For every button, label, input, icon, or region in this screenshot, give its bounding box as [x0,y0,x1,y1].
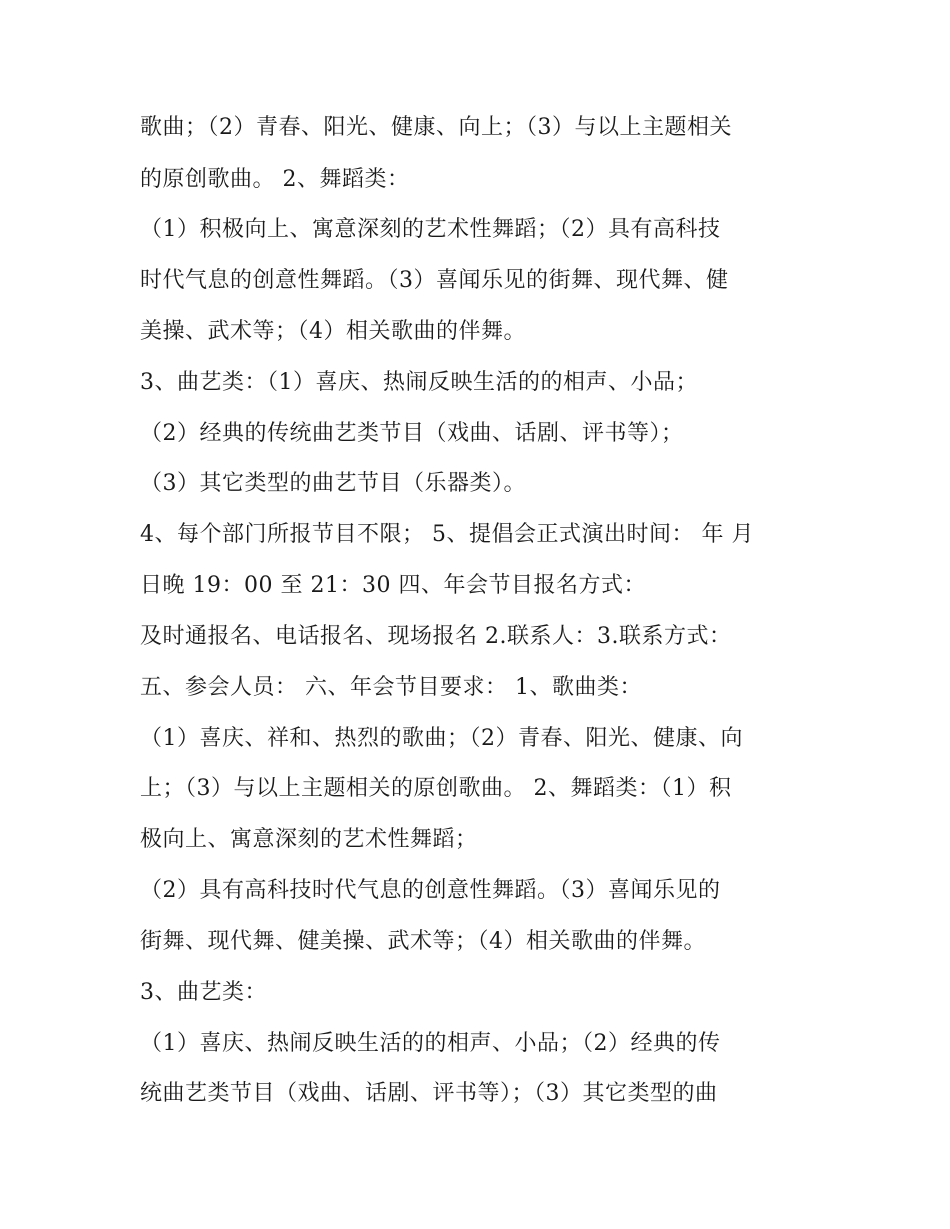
text-line: 4、每个部门所报节目不限； 5、提倡会正式演出时间： 年 月 [140,522,754,547]
text-line: （1）喜庆、祥和、热烈的歌曲；（2）青春、阳光、健康、向 [140,726,743,751]
text-line: （1）积极向上、寓意深刻的艺术性舞蹈；（2）具有高科技 [140,217,721,242]
text-line: 上；（3）与以上主题相关的原创歌曲。 2、舞蹈类：（1）积 [140,776,732,801]
text-line: 及时通报名、电话报名、现场报名 2.联系人：3.联系方式： [140,624,732,649]
text-line: 日晚 19：00 至 21：30 四、年会节目报名方式： [140,573,646,598]
text-line: 五、参会人员： 六、年会节目要求： 1、歌曲类： [140,675,642,700]
text-line: 统曲艺类节目（戏曲、话剧、评书等）；（3）其它类型的曲 [140,1081,718,1106]
text-line: 3、曲艺类： [140,980,267,1005]
text-line: 美操、武术等；（4）相关歌曲的伴舞。 [140,319,526,344]
text-line: 街舞、现代舞、健美操、武术等；（4）相关歌曲的伴舞。 [140,929,706,954]
text-line: （1）喜庆、热闹反映生活的的相声、小品；（2）经典的传 [140,1031,721,1056]
text-line: 的原创歌曲。 2、舞蹈类： [140,167,410,192]
text-line: （2）具有高科技时代气息的创意性舞蹈。（3）喜闻乐见的 [140,878,721,903]
text-line: 时代气息的创意性舞蹈。（3）喜闻乐见的街舞、现代舞、健 [140,268,729,293]
text-line: 极向上、寓意深刻的艺术性舞蹈； [140,827,478,852]
text-line: （2）经典的传统曲艺类节目（戏曲、话剧、评书等）； [140,421,684,446]
text-line: （3）其它类型的曲艺节目（乐器类）。 [140,471,526,496]
text-line: 3、曲艺类：（1）喜庆、热闹反映生活的的相声、小品； [140,370,698,395]
text-line: 歌曲；（2）青春、阳光、健康、向上；（3）与以上主题相关 [140,115,732,140]
